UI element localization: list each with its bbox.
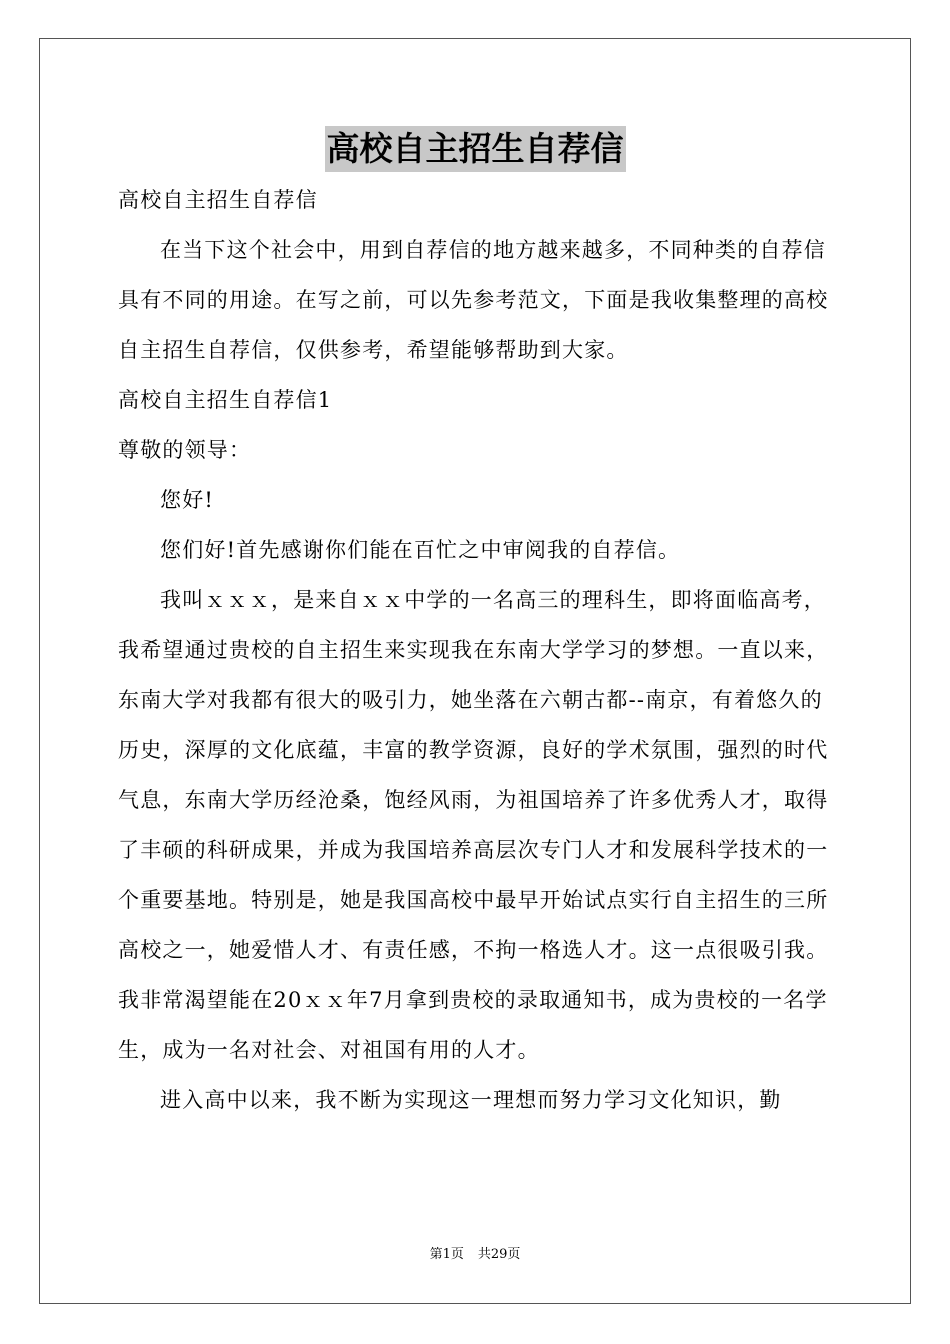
page-number: 第1页 [429,1247,464,1262]
body-paragraph: 您好! [160,488,215,512]
body-paragraph: 高校自主招生自荐信1 [118,388,333,412]
body-paragraph: 进入高中以来，我不断为实现这一理想而努力学习文化知识，勤 [160,1088,782,1112]
body-paragraph: 您们好!首先感谢你们能在百忙之中审阅我的自荐信。 [160,538,681,562]
document-body [118,175,834,1125]
body-paragraph: 尊敬的领导： [118,438,252,462]
body-paragraph: 我叫ｘｘｘ，是来自ｘｘ中学的一名高三的理科生，即将面临高考，我希望通过贵校的自主招生来实现我在东南大学学习的梦想。一直以来，东南大学对我都有很大的吸引力，她坐落在六朝古都--南京，有着悠久的历史，深厚的文化底蕴，丰富的教学资源，良好的学术氛围，强烈的时代气息，东南大学历经沧桑，饱经风雨，为祖国培养了许多优秀人才，取得了丰硕的科研成果，并成为我国培养高层次专门人才和发展科学技术的一个重要基地。特别是，她是我国高校中最早开始试点实行自主招生的三所高校之一，她爱惜人才、有责任感，不拘一格选人才。这一点很吸引我。我非常渴望能在20ｘｘ年7月拿到贵校的录取通知书，成为贵校的一名学生，成为一名对社会、对祖国有用的人才。 [118,588,829,1062]
document-title [0,126,950,178]
page-footer [0,1245,950,1265]
page-total: 共29页 [477,1247,521,1262]
body-paragraph: 高校自主招生自荐信 [118,188,318,212]
body-paragraph: 在当下这个社会中，用到自荐信的地方越来越多，不同种类的自荐信具有不同的用途。在写之前，可以先参考范文，下面是我收集整理的高校自主招生自荐信，仅供参考，希望能够帮助到大家。 [118,238,829,362]
document-title-text: 高校自主招生自荐信 [325,126,626,172]
